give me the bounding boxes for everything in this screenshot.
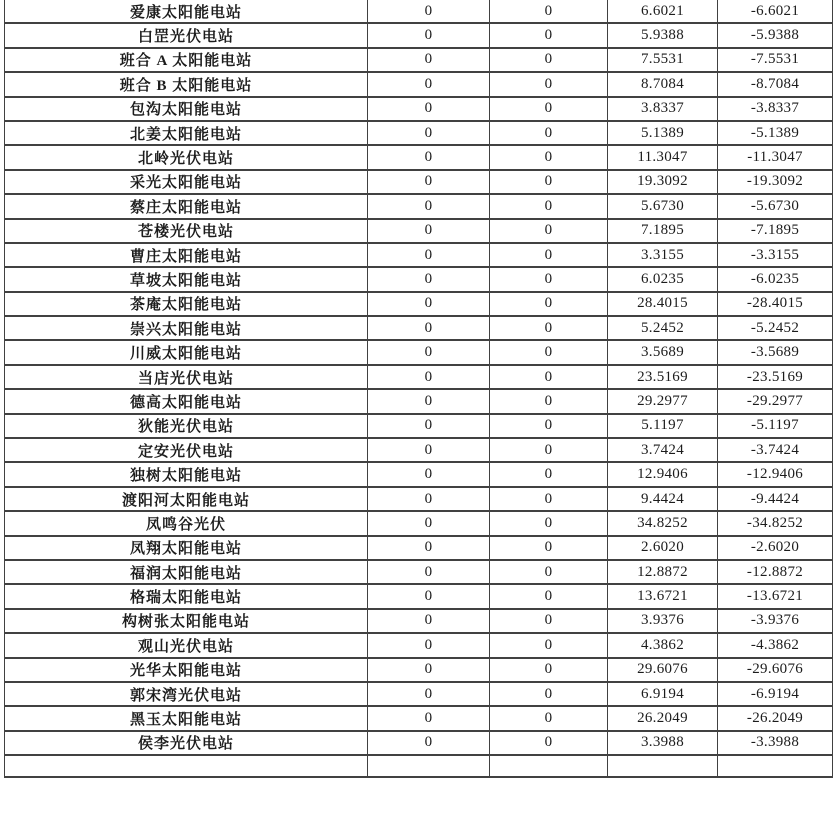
zero-value-cell: 0 [490,48,608,72]
station-name-cell: 福润太阳能电站 [5,560,368,584]
positive-value-cell: 3.7424 [608,438,718,462]
table-row [5,706,833,730]
table-row [5,536,833,560]
empty-cell [718,755,833,777]
negative-value-cell: -3.7424 [718,438,833,462]
positive-value-cell: 8.7084 [608,72,718,96]
station-name-cell: 采光太阳能电站 [5,170,368,194]
zero-value-cell: 0 [490,194,608,218]
station-name-cell: 侯李光伏电站 [5,731,368,755]
zero-value-cell: 0 [368,316,490,340]
zero-value-cell: 0 [368,536,490,560]
station-name-cell: 光华太阳能电站 [5,658,368,682]
table-row [5,0,833,23]
positive-value-cell: 5.1197 [608,414,718,438]
positive-value-cell: 28.4015 [608,292,718,316]
negative-value-cell: -23.5169 [718,365,833,389]
positive-value-cell: 29.2977 [608,389,718,413]
table-row [5,633,833,657]
zero-value-cell: 0 [368,340,490,364]
positive-value-cell: 3.3155 [608,243,718,267]
positive-value-cell: 26.2049 [608,706,718,730]
positive-value-cell: 5.9388 [608,23,718,47]
zero-value-cell: 0 [490,609,608,633]
zero-value-cell: 0 [368,609,490,633]
zero-value-cell: 0 [490,72,608,96]
station-name-cell: 苍楼光伏电站 [5,219,368,243]
table-row [5,389,833,413]
station-name-cell: 崇兴太阳能电站 [5,316,368,340]
table-row [5,170,833,194]
zero-value-cell: 0 [368,462,490,486]
zero-value-cell: 0 [490,121,608,145]
table-row [5,560,833,584]
positive-value-cell: 23.5169 [608,365,718,389]
zero-value-cell: 0 [490,511,608,535]
cropped-row-below [5,755,833,777]
table-row [5,731,833,755]
table-row [5,243,833,267]
positive-value-cell: 13.6721 [608,584,718,608]
positive-value-cell: 6.6021 [608,0,718,23]
negative-value-cell: -13.6721 [718,584,833,608]
zero-value-cell: 0 [490,292,608,316]
positive-value-cell: 9.4424 [608,487,718,511]
table-row [5,48,833,72]
station-name-cell: 德高太阳能电站 [5,389,368,413]
zero-value-cell: 0 [490,682,608,706]
zero-value-cell: 0 [368,23,490,47]
empty-cell [368,755,490,777]
zero-value-cell: 0 [368,658,490,682]
zero-value-cell: 0 [490,584,608,608]
zero-value-cell: 0 [490,633,608,657]
zero-value-cell: 0 [368,633,490,657]
station-name-cell: 当店光伏电站 [5,365,368,389]
station-name-cell: 渡阳河太阳能电站 [5,487,368,511]
station-name-cell: 草坡太阳能电站 [5,267,368,291]
station-name-cell: 格瑞太阳能电站 [5,584,368,608]
stations-table [4,0,833,778]
zero-value-cell: 0 [490,462,608,486]
positive-value-cell: 3.3988 [608,731,718,755]
table-row [5,658,833,682]
positive-value-cell: 3.9376 [608,609,718,633]
table-row [5,438,833,462]
zero-value-cell: 0 [368,72,490,96]
positive-value-cell: 19.3092 [608,170,718,194]
zero-value-cell: 0 [368,292,490,316]
zero-value-cell: 0 [368,414,490,438]
positive-value-cell: 7.1895 [608,219,718,243]
positive-value-cell: 12.9406 [608,462,718,486]
positive-value-cell: 3.8337 [608,97,718,121]
positive-value-cell: 12.8872 [608,560,718,584]
table-row [5,292,833,316]
zero-value-cell: 0 [368,48,490,72]
station-name-cell: 班合 B 太阳能电站 [5,72,368,96]
negative-value-cell: -34.8252 [718,511,833,535]
station-name-cell: 独树太阳能电站 [5,462,368,486]
table-row [5,121,833,145]
negative-value-cell: -19.3092 [718,170,833,194]
negative-value-cell: -5.1389 [718,121,833,145]
table-row [5,511,833,535]
table-row [5,97,833,121]
stations-table-body [5,0,833,777]
zero-value-cell: 0 [490,706,608,730]
zero-value-cell: 0 [368,731,490,755]
table-row [5,145,833,169]
negative-value-cell: -6.0235 [718,267,833,291]
zero-value-cell: 0 [368,487,490,511]
negative-value-cell: -12.8872 [718,560,833,584]
negative-value-cell: -7.5531 [718,48,833,72]
negative-value-cell: -5.9388 [718,23,833,47]
negative-value-cell: -5.1197 [718,414,833,438]
negative-value-cell: -5.2452 [718,316,833,340]
zero-value-cell: 0 [368,219,490,243]
positive-value-cell: 6.9194 [608,682,718,706]
zero-value-cell: 0 [368,121,490,145]
zero-value-cell: 0 [490,389,608,413]
negative-value-cell: -3.9376 [718,609,833,633]
zero-value-cell: 0 [368,97,490,121]
zero-value-cell: 0 [490,414,608,438]
station-name-cell: 郭宋湾光伏电站 [5,682,368,706]
negative-value-cell: -3.3988 [718,731,833,755]
zero-value-cell: 0 [490,23,608,47]
negative-value-cell: -2.6020 [718,536,833,560]
zero-value-cell: 0 [368,170,490,194]
zero-value-cell: 0 [490,145,608,169]
station-name-cell: 定安光伏电站 [5,438,368,462]
negative-value-cell: -4.3862 [718,633,833,657]
zero-value-cell: 0 [490,243,608,267]
table-row [5,267,833,291]
station-name-cell: 黑玉太阳能电站 [5,706,368,730]
empty-cell [490,755,608,777]
zero-value-cell: 0 [368,560,490,584]
station-name-cell: 白罡光伏电站 [5,23,368,47]
positive-value-cell: 7.5531 [608,48,718,72]
zero-value-cell: 0 [368,706,490,730]
zero-value-cell: 0 [490,658,608,682]
zero-value-cell: 0 [490,487,608,511]
positive-value-cell: 5.2452 [608,316,718,340]
negative-value-cell: -6.6021 [718,0,833,23]
table-row [5,72,833,96]
zero-value-cell: 0 [490,97,608,121]
table-row [5,194,833,218]
station-name-cell: 构树张太阳能电站 [5,609,368,633]
zero-value-cell: 0 [490,170,608,194]
zero-value-cell: 0 [490,316,608,340]
negative-value-cell: -12.9406 [718,462,833,486]
positive-value-cell: 11.3047 [608,145,718,169]
zero-value-cell: 0 [368,365,490,389]
negative-value-cell: -29.2977 [718,389,833,413]
positive-value-cell: 2.6020 [608,536,718,560]
negative-value-cell: -3.3155 [718,243,833,267]
zero-value-cell: 0 [368,145,490,169]
station-name-cell: 观山光伏电站 [5,633,368,657]
zero-value-cell: 0 [368,511,490,535]
zero-value-cell: 0 [368,194,490,218]
zero-value-cell: 0 [490,536,608,560]
positive-value-cell: 34.8252 [608,511,718,535]
zero-value-cell: 0 [490,560,608,584]
table-row [5,462,833,486]
station-name-cell: 包沟太阳能电站 [5,97,368,121]
zero-value-cell: 0 [368,267,490,291]
station-name-cell: 凤翔太阳能电站 [5,536,368,560]
zero-value-cell: 0 [368,0,490,23]
zero-value-cell: 0 [490,438,608,462]
zero-value-cell: 0 [490,340,608,364]
zero-value-cell: 0 [490,219,608,243]
negative-value-cell: -7.1895 [718,219,833,243]
table-row [5,219,833,243]
station-name-cell: 班合 A 太阳能电站 [5,48,368,72]
empty-cell [608,755,718,777]
table-row [5,23,833,47]
zero-value-cell: 0 [368,438,490,462]
table-row [5,340,833,364]
negative-value-cell: -8.7084 [718,72,833,96]
negative-value-cell: -11.3047 [718,145,833,169]
station-name-cell: 川威太阳能电站 [5,340,368,364]
station-name-cell: 北岭光伏电站 [5,145,368,169]
zero-value-cell: 0 [368,243,490,267]
zero-value-cell: 0 [490,267,608,291]
zero-value-cell: 0 [490,365,608,389]
negative-value-cell: -26.2049 [718,706,833,730]
table-row [5,487,833,511]
positive-value-cell: 4.3862 [608,633,718,657]
empty-cell [5,755,368,777]
table-row [5,682,833,706]
negative-value-cell: -3.5689 [718,340,833,364]
station-name-cell: 凤鸣谷光伏 [5,511,368,535]
positive-value-cell: 3.5689 [608,340,718,364]
station-name-cell: 蔡庄太阳能电站 [5,194,368,218]
station-name-cell: 曹庄太阳能电站 [5,243,368,267]
positive-value-cell: 5.6730 [608,194,718,218]
table-row [5,365,833,389]
station-name-cell: 狄能光伏电站 [5,414,368,438]
positive-value-cell: 5.1389 [608,121,718,145]
negative-value-cell: -5.6730 [718,194,833,218]
station-name-cell: 爱康太阳能电站 [5,0,368,23]
positive-value-cell: 6.0235 [608,267,718,291]
negative-value-cell: -28.4015 [718,292,833,316]
negative-value-cell: -9.4424 [718,487,833,511]
table-row [5,414,833,438]
table-row [5,316,833,340]
station-name-cell: 茶庵太阳能电站 [5,292,368,316]
zero-value-cell: 0 [490,0,608,23]
zero-value-cell: 0 [368,584,490,608]
table-row [5,584,833,608]
negative-value-cell: -6.9194 [718,682,833,706]
positive-value-cell: 29.6076 [608,658,718,682]
station-name-cell: 北姜太阳能电站 [5,121,368,145]
negative-value-cell: -3.8337 [718,97,833,121]
zero-value-cell: 0 [368,682,490,706]
zero-value-cell: 0 [368,389,490,413]
negative-value-cell: -29.6076 [718,658,833,682]
zero-value-cell: 0 [490,731,608,755]
table-row [5,609,833,633]
